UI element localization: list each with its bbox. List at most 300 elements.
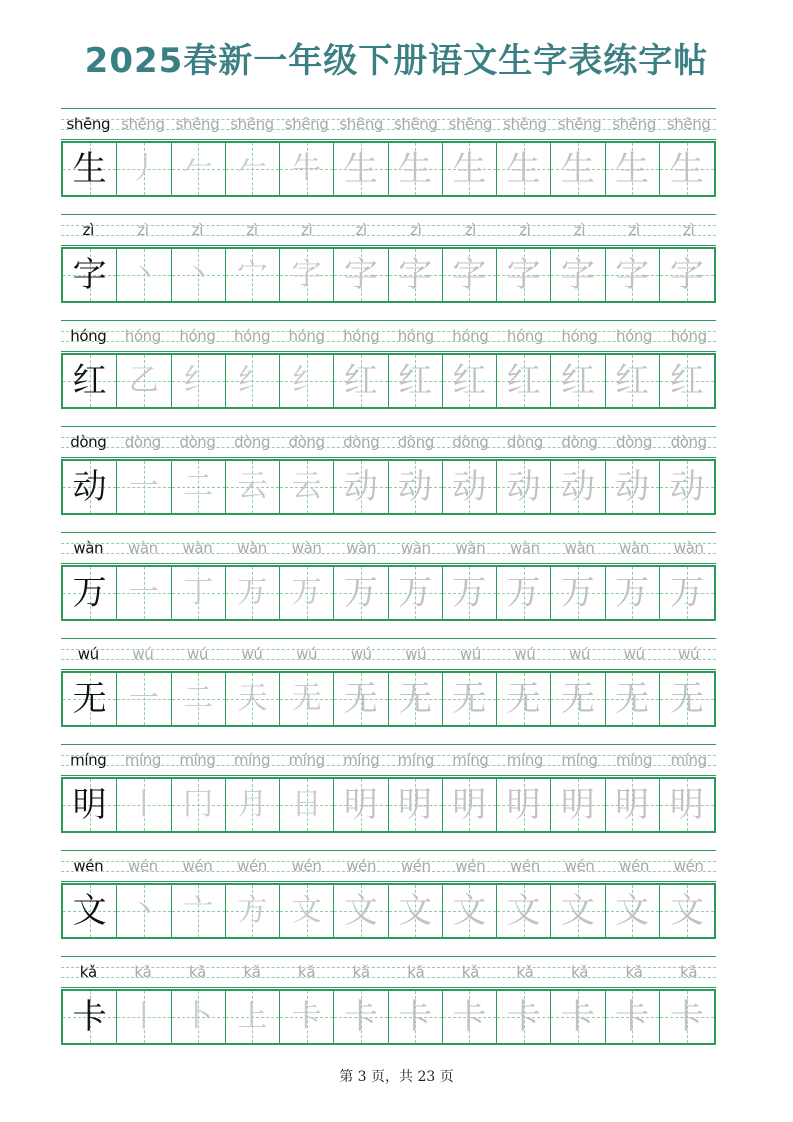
pinyin-trace: shēng <box>230 115 274 133</box>
trace-character: 卡 <box>560 997 595 1037</box>
trace-character: 文 <box>398 891 433 931</box>
character-grid-row <box>61 565 716 621</box>
practice-row <box>61 106 716 212</box>
trace-character: 动 <box>560 467 595 507</box>
character-trace-cell <box>172 143 226 195</box>
pinyin-trace: míng <box>561 751 598 769</box>
pinyin-trace: míng <box>615 751 653 769</box>
trace-character: 乙 <box>128 363 159 398</box>
model-character: 动 <box>72 467 107 507</box>
pinyin-trace: shēng <box>503 115 547 133</box>
character-trace-cell <box>606 885 660 937</box>
trace-character: 天 <box>237 681 268 716</box>
pinyin-trace: wén <box>291 857 322 875</box>
character-trace-cell <box>660 779 714 831</box>
trace-character: 亠 <box>183 893 214 928</box>
pinyin-trace: wàn <box>619 539 649 557</box>
pinyin-trace: wàn <box>237 539 267 557</box>
pinyin-row <box>61 320 716 352</box>
character-trace-cell <box>389 991 443 1043</box>
character-model-cell <box>63 991 117 1043</box>
character-trace-cell <box>443 991 497 1043</box>
pinyin-trace: wén <box>237 857 267 875</box>
pinyin-trace: dòng <box>233 433 271 451</box>
character-trace-cell <box>117 779 171 831</box>
pinyin-trace: wàn <box>182 539 213 557</box>
character-trace-cell <box>443 355 497 407</box>
trace-character: 丶 <box>128 257 159 292</box>
trace-character: 卡 <box>343 997 378 1037</box>
trace-character: 一 <box>128 469 159 504</box>
pinyin-trace: shēng <box>284 115 329 133</box>
pinyin-trace: hóng <box>124 327 161 345</box>
pinyin-trace: kǎ <box>298 963 316 981</box>
character-trace-cell <box>280 779 334 831</box>
trace-character: 明 <box>506 785 541 825</box>
character-trace-cell <box>497 143 551 195</box>
pinyin-trace: zì <box>519 221 531 239</box>
pinyin-trace: shēng <box>612 115 656 133</box>
character-trace-cell <box>172 461 226 513</box>
trace-character: 万 <box>669 573 704 613</box>
trace-character: 生 <box>669 149 704 189</box>
character-trace-cell <box>497 355 551 407</box>
trace-character: 无 <box>669 679 704 719</box>
character-trace-cell <box>334 885 388 937</box>
character-trace-cell <box>117 143 171 195</box>
page-title: 2025春新一年级下册语文生字表练字帖 <box>84 41 709 81</box>
pinyin-trace: wàn <box>400 539 431 557</box>
trace-character: 文 <box>669 891 704 931</box>
practice-row <box>61 212 716 318</box>
trace-character: 无 <box>291 681 322 716</box>
character-trace-cell <box>226 885 280 937</box>
trace-character: 丶 <box>128 893 159 928</box>
character-model-cell <box>63 355 117 407</box>
character-model-cell <box>63 461 117 513</box>
trace-character: 字 <box>669 255 704 295</box>
pinyin-trace: zì <box>137 221 149 239</box>
pinyin-trace: wú <box>186 645 208 663</box>
character-trace-cell <box>226 355 280 407</box>
pinyin-trace: míng <box>179 751 216 769</box>
pinyin-trace: dòng <box>670 433 707 451</box>
character-trace-cell <box>117 567 171 619</box>
character-trace-cell <box>389 249 443 301</box>
trace-character: 丁 <box>183 575 214 610</box>
pinyin-model: dòng <box>70 433 107 451</box>
model-character: 字 <box>72 255 107 295</box>
character-trace-cell <box>606 991 660 1043</box>
character-trace-cell <box>551 991 605 1043</box>
character-trace-cell <box>551 885 605 937</box>
character-grid-row <box>61 989 716 1045</box>
character-trace-cell <box>334 673 388 725</box>
practice-row <box>61 848 716 954</box>
character-trace-cell <box>389 143 443 195</box>
pinyin-trace: hóng <box>506 327 543 345</box>
character-trace-cell <box>606 143 660 195</box>
pinyin-trace: míng <box>452 751 489 769</box>
pinyin-model: míng <box>70 751 107 769</box>
character-trace-cell <box>226 461 280 513</box>
character-trace-cell <box>117 249 171 301</box>
pinyin-trace: zì <box>191 221 204 239</box>
trace-character: 红 <box>452 361 487 401</box>
pinyin-trace: dòng <box>506 433 543 451</box>
trace-character: 动 <box>669 467 704 507</box>
trace-character: 丨 <box>128 787 159 822</box>
pinyin-trace: dòng <box>124 433 161 451</box>
pinyin-trace: kǎ <box>243 963 261 981</box>
pinyin-trace: hóng <box>233 327 271 345</box>
trace-character: 丿 <box>128 151 159 186</box>
character-trace-cell <box>334 143 388 195</box>
trace-character: 明 <box>343 785 378 825</box>
character-trace-cell <box>660 461 714 513</box>
trace-character: 文 <box>506 891 541 931</box>
pinyin-row <box>61 850 716 882</box>
pinyin-trace: wú <box>678 645 700 663</box>
pinyin-trace: kǎ <box>134 963 152 981</box>
trace-character: 字 <box>615 255 650 295</box>
trace-character: 万 <box>291 575 322 610</box>
pinyin-trace: shēng <box>175 115 220 133</box>
practice-row <box>61 954 716 1060</box>
pinyin-trace: kǎ <box>625 963 643 981</box>
trace-character: 红 <box>343 361 378 401</box>
trace-character: 二 <box>183 681 214 716</box>
pinyin-row <box>61 638 716 670</box>
pinyin-trace: wú <box>405 645 427 663</box>
practice-row <box>61 318 716 424</box>
character-trace-cell <box>389 461 443 513</box>
pinyin-trace: zì <box>355 221 367 239</box>
character-trace-cell <box>443 779 497 831</box>
trace-character: 万 <box>506 573 541 613</box>
trace-character: 无 <box>343 679 378 719</box>
trace-character: 明 <box>452 785 487 825</box>
character-model-cell <box>63 567 117 619</box>
pinyin-trace: míng <box>506 751 544 769</box>
pinyin-trace: kǎ <box>352 963 370 981</box>
trace-character: 红 <box>669 361 704 401</box>
character-trace-cell <box>606 779 660 831</box>
character-trace-cell <box>497 249 551 301</box>
character-trace-cell <box>172 991 226 1043</box>
model-character: 万 <box>72 573 107 613</box>
character-trace-cell <box>117 673 171 725</box>
character-trace-cell <box>660 673 714 725</box>
character-trace-cell <box>389 779 443 831</box>
pinyin-trace: shēng <box>666 115 711 133</box>
pinyin-trace: wàn <box>510 539 540 557</box>
trace-character: 纟 <box>237 363 268 398</box>
character-trace-cell <box>443 885 497 937</box>
model-character: 生 <box>72 149 107 189</box>
trace-character: 丶 <box>183 257 214 292</box>
trace-character: 动 <box>452 467 487 507</box>
character-grid-row <box>61 883 716 939</box>
pinyin-trace: wú <box>241 645 263 663</box>
pinyin-trace: dòng <box>452 433 489 451</box>
pinyin-trace: kǎ <box>461 963 479 981</box>
pinyin-row <box>61 426 716 458</box>
trace-character: 生 <box>615 149 650 189</box>
trace-character: 明 <box>398 785 433 825</box>
pinyin-row <box>61 214 716 246</box>
practice-row <box>61 636 716 742</box>
trace-character: 文 <box>615 891 650 931</box>
pinyin-trace: míng <box>233 751 271 769</box>
trace-character: 万 <box>343 573 378 613</box>
trace-character: 生 <box>560 149 595 189</box>
character-trace-cell <box>551 567 605 619</box>
pinyin-trace: hóng <box>288 327 325 345</box>
character-trace-cell <box>280 885 334 937</box>
pinyin-model: hóng <box>70 327 107 345</box>
trace-character: 动 <box>343 467 378 507</box>
character-trace-cell <box>280 991 334 1043</box>
character-trace-cell <box>334 779 388 831</box>
model-character: 文 <box>72 891 107 931</box>
pinyin-trace: hóng <box>179 327 216 345</box>
trace-character: 字 <box>343 255 378 295</box>
character-trace-cell <box>443 461 497 513</box>
pinyin-trace: kǎ <box>680 963 698 981</box>
trace-character: 明 <box>669 785 704 825</box>
pinyin-trace: zì <box>683 221 695 239</box>
trace-character: 卜 <box>183 999 214 1034</box>
character-trace-cell <box>497 779 551 831</box>
character-trace-cell <box>551 673 605 725</box>
character-trace-cell <box>280 673 334 725</box>
pinyin-trace: wú <box>350 645 372 663</box>
pinyin-trace: wú <box>623 645 645 663</box>
trace-character: 万 <box>560 573 595 613</box>
pinyin-trace: míng <box>288 751 325 769</box>
pinyin-trace: wén <box>455 857 486 875</box>
character-model-cell <box>63 673 117 725</box>
pinyin-trace: kǎ <box>407 963 425 981</box>
pinyin-trace: wén <box>673 857 704 875</box>
pinyin-trace: wàn <box>291 539 322 557</box>
pinyin-trace: míng <box>397 751 434 769</box>
character-grid-row <box>61 141 716 197</box>
character-trace-cell <box>497 567 551 619</box>
pinyin-trace: wén <box>619 857 649 875</box>
practice-row <box>61 530 716 636</box>
pinyin-trace: zì <box>410 221 422 239</box>
pinyin-trace: wén <box>510 857 540 875</box>
character-trace-cell <box>280 461 334 513</box>
character-trace-cell <box>172 355 226 407</box>
character-trace-cell <box>606 355 660 407</box>
trace-character: 云 <box>237 469 268 504</box>
character-model-cell <box>63 779 117 831</box>
character-trace-cell <box>660 355 714 407</box>
trace-character: 万 <box>237 575 268 610</box>
trace-character: 字 <box>506 255 541 295</box>
character-trace-cell <box>660 567 714 619</box>
character-trace-cell <box>660 991 714 1043</box>
trace-character: 文 <box>452 891 487 931</box>
trace-character: 字 <box>398 255 433 295</box>
trace-character: 文 <box>291 893 322 928</box>
pinyin-trace: dòng <box>288 433 325 451</box>
pinyin-trace: wàn <box>564 539 595 557</box>
pinyin-trace: míng <box>124 751 161 769</box>
character-trace-cell <box>551 461 605 513</box>
pinyin-trace: wén <box>564 857 595 875</box>
character-trace-cell <box>497 885 551 937</box>
character-trace-cell <box>497 461 551 513</box>
character-grid-row <box>61 353 716 409</box>
character-trace-cell <box>551 355 605 407</box>
pinyin-model: kǎ <box>79 963 97 981</box>
trace-character: 卡 <box>615 997 650 1037</box>
pinyin-trace: wú <box>296 645 318 663</box>
trace-character: 卡 <box>452 997 487 1037</box>
character-trace-cell <box>226 673 280 725</box>
character-grid-row <box>61 671 716 727</box>
pinyin-trace: wàn <box>455 539 486 557</box>
pinyin-trace: dòng <box>343 433 380 451</box>
character-trace-cell <box>443 673 497 725</box>
pinyin-trace: wú <box>569 645 590 663</box>
trace-character: 𠂉 <box>237 151 268 186</box>
pinyin-trace: wú <box>132 645 154 663</box>
pinyin-row <box>61 532 716 564</box>
pinyin-trace: míng <box>670 751 707 769</box>
character-trace-cell <box>280 143 334 195</box>
character-trace-cell <box>226 249 280 301</box>
trace-character: 卡 <box>398 997 433 1037</box>
trace-character: 宀 <box>237 257 268 292</box>
pinyin-trace: wén <box>127 857 158 875</box>
trace-character: 万 <box>615 573 650 613</box>
pinyin-trace: zì <box>628 221 640 239</box>
trace-character: 纟 <box>183 363 214 398</box>
pinyin-trace: shēng <box>339 115 383 133</box>
trace-character: 冂 <box>183 787 214 822</box>
character-trace-cell <box>226 991 280 1043</box>
pinyin-row <box>61 108 716 140</box>
trace-character: 生 <box>452 149 487 189</box>
character-trace-cell <box>280 249 334 301</box>
character-trace-cell <box>660 249 714 301</box>
pinyin-trace: wàn <box>127 539 158 557</box>
pinyin-trace: hóng <box>616 327 653 345</box>
trace-character: 二 <box>183 469 214 504</box>
trace-character: 无 <box>615 679 650 719</box>
trace-character: 卡 <box>291 999 322 1034</box>
pinyin-model: wén <box>73 857 104 875</box>
pinyin-trace: hóng <box>343 327 380 345</box>
pinyin-trace: kǎ <box>188 963 206 981</box>
model-character: 明 <box>72 785 107 825</box>
character-trace-cell <box>443 567 497 619</box>
trace-character: 字 <box>291 257 322 292</box>
pinyin-trace: wén <box>400 857 431 875</box>
trace-character: 丨 <box>128 999 159 1034</box>
pinyin-model: wú <box>77 645 99 663</box>
pinyin-model: shēng <box>66 115 111 133</box>
character-trace-cell <box>551 779 605 831</box>
practice-sheet <box>61 106 716 1060</box>
character-trace-cell <box>334 249 388 301</box>
character-trace-cell <box>226 567 280 619</box>
character-trace-cell <box>497 991 551 1043</box>
pinyin-trace: kǎ <box>570 963 589 981</box>
character-trace-cell <box>334 991 388 1043</box>
pinyin-trace: dòng <box>397 433 434 451</box>
pinyin-trace: wú <box>514 645 536 663</box>
trace-character: 纟 <box>291 363 322 398</box>
character-trace-cell <box>117 461 171 513</box>
character-trace-cell <box>443 249 497 301</box>
pinyin-trace: hóng <box>561 327 598 345</box>
pinyin-trace: wén <box>346 857 377 875</box>
character-trace-cell <box>443 143 497 195</box>
trace-character: 日 <box>291 787 322 822</box>
character-trace-cell <box>334 355 388 407</box>
pinyin-trace: zì <box>573 221 586 239</box>
trace-character: 一 <box>128 681 159 716</box>
character-trace-cell <box>172 567 226 619</box>
character-model-cell <box>63 885 117 937</box>
pinyin-row <box>61 744 716 776</box>
pinyin-trace: zì <box>300 221 313 239</box>
character-trace-cell <box>172 885 226 937</box>
practice-row <box>61 742 716 848</box>
character-trace-cell <box>660 143 714 195</box>
pinyin-trace: zì <box>246 221 258 239</box>
trace-character: 𠂉 <box>183 151 214 186</box>
pinyin-trace: shēng <box>557 115 602 133</box>
pinyin-trace: dòng <box>616 433 653 451</box>
trace-character: 一 <box>128 575 159 610</box>
character-trace-cell <box>334 567 388 619</box>
character-model-cell <box>63 143 117 195</box>
character-trace-cell <box>117 885 171 937</box>
pinyin-trace: shēng <box>448 115 493 133</box>
pinyin-trace: kǎ <box>516 963 534 981</box>
trace-character: 无 <box>452 679 487 719</box>
character-trace-cell <box>117 355 171 407</box>
character-trace-cell <box>172 779 226 831</box>
trace-character: 明 <box>560 785 595 825</box>
character-trace-cell <box>497 673 551 725</box>
character-grid-row <box>61 459 716 515</box>
pinyin-row <box>61 956 716 988</box>
character-trace-cell <box>389 355 443 407</box>
trace-character: 无 <box>398 679 433 719</box>
character-trace-cell <box>606 567 660 619</box>
trace-character: 万 <box>398 573 433 613</box>
model-character: 无 <box>72 679 107 719</box>
trace-character: 上 <box>237 999 268 1034</box>
page-footer: 第 3 页，共 23 页 <box>339 1069 454 1085</box>
character-trace-cell <box>389 673 443 725</box>
practice-row <box>61 424 716 530</box>
pinyin-trace: shēng <box>121 115 165 133</box>
pinyin-trace: dòng <box>179 433 216 451</box>
pinyin-trace: hóng <box>452 327 489 345</box>
trace-character: 字 <box>452 255 487 295</box>
pinyin-trace: dòng <box>561 433 598 451</box>
pinyin-trace: zì <box>464 221 476 239</box>
